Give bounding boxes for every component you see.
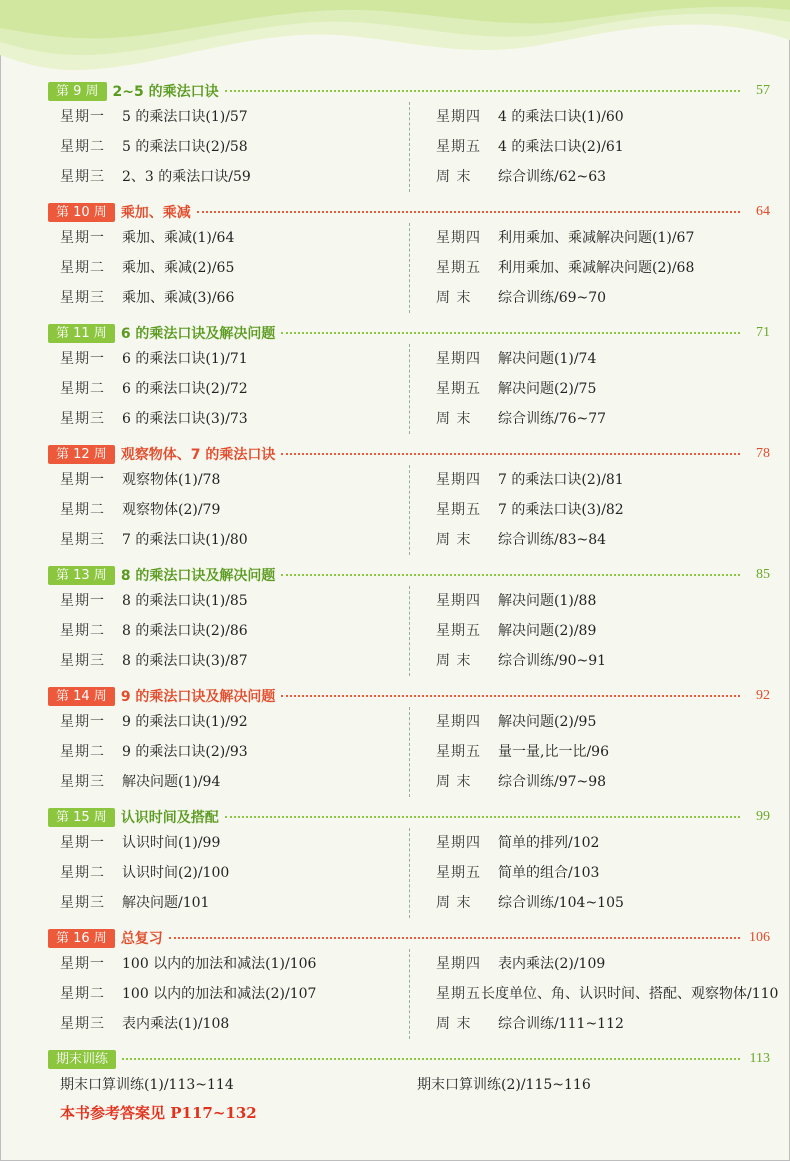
entry-title: 观察物体(1)/78 xyxy=(122,472,221,488)
week-section xyxy=(48,443,770,555)
entry-title: 解决问题/101 xyxy=(122,895,210,911)
week-badge: 第 12 周 xyxy=(48,445,115,464)
day-label: 星期三 xyxy=(60,411,105,427)
week-header xyxy=(48,201,770,223)
week-section xyxy=(48,806,770,918)
week-page-number: 92 xyxy=(756,688,770,703)
toc-entry[interactable] xyxy=(60,465,409,495)
day-label: 星期五 xyxy=(436,623,481,639)
entry-title: 9 的乘法口诀(2)/93 xyxy=(122,744,248,760)
entry-title: 综合训练/97~98 xyxy=(498,774,607,790)
entry-title: 5 的乘法口诀(1)/57 xyxy=(122,109,248,125)
toc-entry[interactable] xyxy=(436,888,770,918)
final-page-number: 113 xyxy=(749,1051,770,1066)
week-body xyxy=(48,102,770,192)
day-label: 周 末 xyxy=(436,169,472,185)
left-column xyxy=(48,223,409,313)
week-section xyxy=(48,927,779,1039)
day-label: 周 末 xyxy=(436,411,472,427)
entry-title: 7 的乘法口诀(3)/82 xyxy=(498,502,624,518)
day-label: 星期四 xyxy=(436,109,481,125)
toc-entry[interactable] xyxy=(60,616,409,646)
entry-title: 综合训练/104~105 xyxy=(498,895,624,911)
week-title: 2~5 的乘法口诀 xyxy=(112,84,219,100)
entry-title: 综合训练/69~70 xyxy=(498,290,607,306)
entry-title: 期末口算训练(1)/113~114 xyxy=(60,1077,234,1093)
right-column xyxy=(409,223,770,313)
toc-entry[interactable] xyxy=(436,616,770,646)
entry-title: 量一量,比一比/96 xyxy=(498,744,609,760)
week-title: 8 的乘法口诀及解决问题 xyxy=(120,568,276,584)
day-label: 星期五 xyxy=(436,865,481,881)
week-header xyxy=(48,564,770,586)
week-body xyxy=(48,465,770,555)
toc-entry[interactable] xyxy=(436,979,779,1009)
week-section xyxy=(48,322,770,434)
day-label: 周 末 xyxy=(436,774,472,790)
toc-entry[interactable] xyxy=(417,1072,770,1098)
toc-entry[interactable] xyxy=(436,707,770,737)
week-section xyxy=(48,685,770,797)
entry-title: 观察物体(2)/79 xyxy=(122,502,221,518)
week-header xyxy=(48,443,770,465)
right-column xyxy=(409,828,770,918)
day-label: 星期二 xyxy=(60,744,105,760)
toc-entry[interactable] xyxy=(60,1072,409,1098)
day-label: 星期三 xyxy=(60,895,105,911)
week-title: 总复习 xyxy=(120,931,163,947)
week-body xyxy=(48,586,770,676)
week-body xyxy=(48,707,770,797)
dotted-leader xyxy=(169,937,740,939)
toc-entry[interactable] xyxy=(436,253,770,283)
toc-entry[interactable] xyxy=(436,495,770,525)
toc-entry[interactable] xyxy=(436,737,770,767)
day-label: 星期五 xyxy=(436,139,481,155)
entry-title: 6 的乘法口诀(2)/72 xyxy=(122,381,248,397)
day-label: 星期一 xyxy=(60,351,105,367)
dotted-leader xyxy=(225,816,740,818)
dotted-leader xyxy=(225,90,740,92)
entry-title: 表内乘法(2)/109 xyxy=(498,956,606,972)
dotted-leader xyxy=(281,453,740,455)
toc-entry[interactable] xyxy=(60,162,409,192)
left-column xyxy=(48,828,409,918)
toc-entry[interactable] xyxy=(436,374,770,404)
entry-title: 6 的乘法口诀(1)/71 xyxy=(122,351,248,367)
week-page-number: 78 xyxy=(756,446,770,461)
answer-key-note: 本书参考答案见 P117~132 xyxy=(60,1104,257,1122)
toc-entry[interactable] xyxy=(60,374,409,404)
toc-entry[interactable] xyxy=(60,283,409,313)
right-column xyxy=(409,1072,770,1098)
left-column xyxy=(48,586,409,676)
toc-entry[interactable] xyxy=(60,949,409,979)
entry-title: 解决问题(1)/74 xyxy=(498,351,597,367)
week-header xyxy=(48,80,770,102)
day-label: 星期五 xyxy=(436,986,481,1002)
week-section xyxy=(48,80,770,192)
week-badge: 第 9 周 xyxy=(48,82,107,101)
final-header xyxy=(48,1048,770,1070)
day-label: 星期五 xyxy=(436,381,481,397)
toc-entry[interactable] xyxy=(60,132,409,162)
toc-entry[interactable] xyxy=(60,828,409,858)
week-section xyxy=(48,564,770,676)
entry-title: 利用乘加、乘减解决问题(2)/68 xyxy=(498,260,695,276)
week-page-number: 71 xyxy=(756,325,770,340)
entry-title: 综合训练/83~84 xyxy=(498,532,607,548)
entry-title: 2、3 的乘法口诀/59 xyxy=(122,169,251,185)
toc-entry[interactable] xyxy=(436,1009,770,1039)
week-section xyxy=(48,201,770,313)
day-label: 星期二 xyxy=(60,260,105,276)
toc-entry[interactable] xyxy=(60,646,409,676)
day-label: 周 末 xyxy=(436,653,472,669)
toc-entry[interactable] xyxy=(436,828,770,858)
day-label: 星期四 xyxy=(436,714,481,730)
entry-title: 4 的乘法口诀(1)/60 xyxy=(498,109,624,125)
toc-entry[interactable] xyxy=(60,737,409,767)
toc-entry[interactable] xyxy=(60,888,409,918)
toc-entry[interactable] xyxy=(436,132,770,162)
toc-entry[interactable] xyxy=(60,586,409,616)
day-label: 星期一 xyxy=(60,835,105,851)
entry-title: 期末口算训练(2)/115~116 xyxy=(417,1077,591,1093)
day-label: 星期五 xyxy=(436,260,481,276)
entry-title: 乘加、乘减(3)/66 xyxy=(122,290,235,306)
week-badge: 第 10 周 xyxy=(48,203,115,222)
entry-title: 7 的乘法口诀(2)/81 xyxy=(498,472,624,488)
entry-title: 简单的排列/102 xyxy=(498,835,600,851)
day-label: 星期四 xyxy=(436,593,481,609)
entry-title: 解决问题(2)/95 xyxy=(498,714,597,730)
day-label: 星期二 xyxy=(60,139,105,155)
entry-title: 综合训练/111~112 xyxy=(498,1016,624,1032)
toc-entry[interactable] xyxy=(60,223,409,253)
week-header xyxy=(48,806,770,828)
entry-title: 简单的组合/103 xyxy=(498,865,600,881)
toc-entry[interactable] xyxy=(436,949,770,979)
right-column xyxy=(409,586,770,676)
table-of-contents xyxy=(48,80,779,1132)
left-column xyxy=(48,102,409,192)
final-badge: 期末训练 xyxy=(48,1050,116,1069)
left-column xyxy=(48,465,409,555)
day-label: 星期一 xyxy=(60,472,105,488)
dotted-leader xyxy=(122,1058,740,1060)
right-column xyxy=(409,465,770,555)
toc-entry[interactable] xyxy=(436,465,770,495)
toc-entry[interactable] xyxy=(60,344,409,374)
day-label: 星期五 xyxy=(436,744,481,760)
day-label: 周 末 xyxy=(436,1016,472,1032)
day-label: 星期一 xyxy=(60,714,105,730)
day-label: 星期三 xyxy=(60,653,105,669)
week-body xyxy=(48,223,770,313)
entry-title: 认识时间(1)/99 xyxy=(122,835,221,851)
week-badge: 第 14 周 xyxy=(48,687,115,706)
toc-entry[interactable] xyxy=(436,767,770,797)
week-badge: 第 15 周 xyxy=(48,808,115,827)
day-label: 周 末 xyxy=(436,895,472,911)
left-column xyxy=(48,344,409,434)
entry-title: 5 的乘法口诀(2)/58 xyxy=(122,139,248,155)
toc-entry[interactable] xyxy=(60,1009,409,1039)
entry-title: 9 的乘法口诀(1)/92 xyxy=(122,714,248,730)
week-badge: 第 16 周 xyxy=(48,929,115,948)
toc-entry[interactable] xyxy=(60,707,409,737)
toc-entry[interactable] xyxy=(436,162,770,192)
toc-entry[interactable] xyxy=(60,102,409,132)
day-label: 周 末 xyxy=(436,532,472,548)
day-label: 星期一 xyxy=(60,956,105,972)
day-label: 星期一 xyxy=(60,593,105,609)
day-label: 星期一 xyxy=(60,109,105,125)
day-label: 星期二 xyxy=(60,986,105,1002)
day-label: 星期三 xyxy=(60,169,105,185)
day-label: 星期一 xyxy=(60,230,105,246)
left-column xyxy=(48,1072,409,1098)
toc-entry[interactable] xyxy=(60,495,409,525)
day-label: 星期四 xyxy=(436,472,481,488)
left-column xyxy=(48,707,409,797)
day-label: 星期二 xyxy=(60,623,105,639)
week-title: 认识时间及搭配 xyxy=(120,810,219,826)
entry-title: 7 的乘法口诀(1)/80 xyxy=(122,532,248,548)
toc-entry[interactable] xyxy=(436,344,770,374)
week-title: 观察物体、7 的乘法口诀 xyxy=(120,447,276,463)
day-label: 星期五 xyxy=(436,502,481,518)
dotted-leader xyxy=(197,211,740,213)
entry-title: 综合训练/62~63 xyxy=(498,169,607,185)
entry-title: 乘加、乘减(2)/65 xyxy=(122,260,235,276)
entry-title: 4 的乘法口诀(2)/61 xyxy=(498,139,624,155)
toc-entry[interactable] xyxy=(436,102,770,132)
week-page-number: 57 xyxy=(756,83,770,98)
toc-entry[interactable] xyxy=(436,404,770,434)
week-header xyxy=(48,927,770,949)
week-title: 6 的乘法口诀及解决问题 xyxy=(120,326,276,342)
day-label: 星期四 xyxy=(436,835,481,851)
week-page-number: 99 xyxy=(756,809,770,824)
entry-title: 认识时间(2)/100 xyxy=(122,865,230,881)
toc-entry[interactable] xyxy=(436,283,770,313)
entry-title: 8 的乘法口诀(2)/86 xyxy=(122,623,248,639)
entry-title: 解决问题(2)/89 xyxy=(498,623,597,639)
toc-entry[interactable] xyxy=(436,646,770,676)
right-column xyxy=(409,102,770,192)
header-wave-decoration xyxy=(0,0,790,80)
entry-title: 乘加、乘减(1)/64 xyxy=(122,230,235,246)
entry-title: 100 以内的加法和减法(2)/107 xyxy=(122,986,317,1002)
week-badge: 第 13 周 xyxy=(48,566,115,585)
entry-title: 8 的乘法口诀(3)/87 xyxy=(122,653,248,669)
day-label: 星期四 xyxy=(436,956,481,972)
right-column xyxy=(409,707,770,797)
entry-title: 8 的乘法口诀(1)/85 xyxy=(122,593,248,609)
toc-entry[interactable] xyxy=(60,525,409,555)
week-body xyxy=(48,828,770,918)
day-label: 星期二 xyxy=(60,381,105,397)
week-page-number: 64 xyxy=(756,204,770,219)
toc-entry[interactable] xyxy=(436,858,770,888)
toc-entry[interactable] xyxy=(60,767,409,797)
dotted-leader xyxy=(281,695,740,697)
right-column xyxy=(409,344,770,434)
day-label: 星期三 xyxy=(60,532,105,548)
toc-entry[interactable] xyxy=(60,979,409,1009)
week-title: 乘加、乘减 xyxy=(120,205,191,221)
entry-title: 6 的乘法口诀(3)/73 xyxy=(122,411,248,427)
entry-title: 解决问题(2)/75 xyxy=(498,381,597,397)
week-badge: 第 11 周 xyxy=(48,324,115,343)
entry-title: 综合训练/90~91 xyxy=(498,653,607,669)
entry-title: 解决问题(1)/88 xyxy=(498,593,597,609)
week-header xyxy=(48,685,770,707)
entry-title: 长度单位、角、认识时间、搭配、观察物体/110 xyxy=(481,986,779,1002)
entry-title: 表内乘法(1)/108 xyxy=(122,1016,230,1032)
week-page-number: 85 xyxy=(756,567,770,582)
toc-entry[interactable] xyxy=(60,404,409,434)
toc-entry[interactable] xyxy=(436,525,770,555)
entry-title: 解决问题(1)/94 xyxy=(122,774,221,790)
entry-title: 100 以内的加法和减法(1)/106 xyxy=(122,956,317,972)
day-label: 星期四 xyxy=(436,230,481,246)
toc-entry[interactable] xyxy=(436,586,770,616)
week-title: 9 的乘法口诀及解决问题 xyxy=(120,689,276,705)
entry-title: 利用乘加、乘减解决问题(1)/67 xyxy=(498,230,695,246)
dotted-leader xyxy=(281,574,740,576)
week-header xyxy=(48,322,770,344)
week-page-number: 106 xyxy=(749,930,770,945)
dotted-leader xyxy=(281,332,740,334)
toc-entry[interactable] xyxy=(60,858,409,888)
toc-entry[interactable] xyxy=(436,223,770,253)
week-body xyxy=(48,949,779,1039)
day-label: 周 末 xyxy=(436,290,472,306)
toc-entry[interactable] xyxy=(60,253,409,283)
left-column xyxy=(48,949,409,1039)
day-label: 星期二 xyxy=(60,502,105,518)
day-label: 星期三 xyxy=(60,774,105,790)
final-training-section xyxy=(48,1048,770,1123)
day-label: 星期三 xyxy=(60,290,105,306)
right-column xyxy=(409,949,779,1039)
day-label: 星期四 xyxy=(436,351,481,367)
entry-title: 综合训练/76~77 xyxy=(498,411,607,427)
day-label: 星期二 xyxy=(60,865,105,881)
day-label: 星期三 xyxy=(60,1016,105,1032)
final-body xyxy=(48,1072,770,1098)
week-body xyxy=(48,344,770,434)
